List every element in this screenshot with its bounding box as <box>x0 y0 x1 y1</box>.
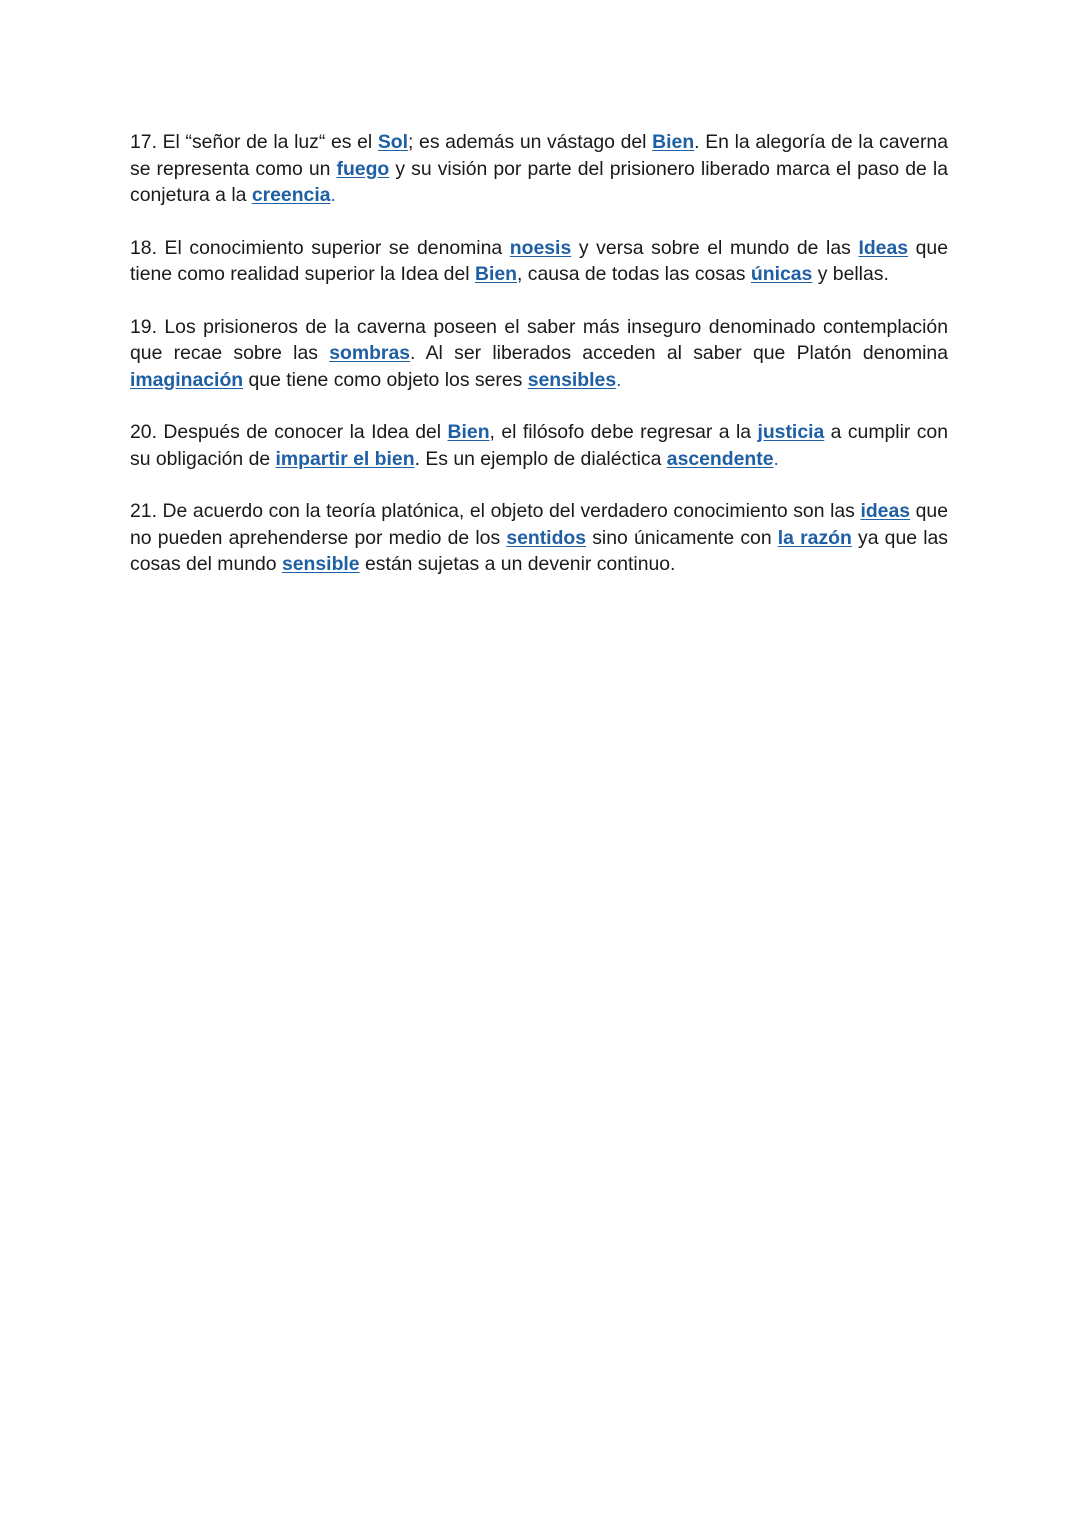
body-text: , causa de todas las cosas <box>516 263 751 285</box>
body-text: . Es un ejemplo de dialéctica <box>414 447 667 470</box>
answer-term: imaginación <box>130 368 244 391</box>
answer-term: Bien <box>474 263 517 285</box>
answer-term: justicia <box>757 421 825 443</box>
answer-term: ascendente <box>666 447 774 470</box>
body-text: 20. Después de conocer la Idea del <box>130 421 448 443</box>
body-text: 19. Los prisioneros de la caverna poseen el saber más inseguro denominado contemplación que recae sobre las <box>130 315 948 364</box>
answer-term: noesis <box>509 236 572 259</box>
paragraph-19 <box>130 314 948 394</box>
body-text: 18. El conocimiento superior se denomina <box>130 236 510 259</box>
body-text: que tiene como objeto los seres <box>243 368 528 391</box>
answer-term: ideas <box>860 500 911 522</box>
body-text: ; es además un vástago del <box>408 131 653 153</box>
paragraph-20 <box>130 419 948 472</box>
answer-term: sensibles <box>527 368 617 391</box>
body-text: sino únicamente con <box>586 526 778 549</box>
body-text: están sujetas a un devenir continuo. <box>359 553 676 575</box>
answer-term: sentidos <box>506 526 587 549</box>
body-text: , el filósofo debe regresar a la <box>489 421 758 443</box>
answer-term: Ideas <box>858 236 909 259</box>
paragraph-18 <box>130 235 948 288</box>
body-text: y versa sobre el mundo de las <box>571 236 859 259</box>
answer-term: sombras <box>329 342 411 364</box>
body-text: . En la alegoría de la caverna se representa como un <box>130 131 948 180</box>
body-text: a cumplir con su obligación de <box>130 421 948 470</box>
body-text: ya que las cosas del mundo <box>130 526 948 575</box>
body-text: que no pueden aprehenderse por medio de los <box>130 500 948 549</box>
body-text: y su visión por parte del prisionero liberado marca el paso de la conjetura a la <box>130 157 949 206</box>
paragraph-21 <box>130 498 948 578</box>
paragraph-17 <box>130 129 948 209</box>
answer-punctuation: . <box>616 368 622 391</box>
answer-term: Sol <box>377 131 409 153</box>
body-text: y bellas. <box>812 263 889 285</box>
answer-term: únicas <box>750 263 813 285</box>
answer-term: creencia <box>251 184 331 206</box>
answer-punctuation: . <box>773 447 779 470</box>
answer-punctuation: . <box>330 184 336 206</box>
body-text: 21. De acuerdo con la teoría platónica, el objeto del verdadero conocimiento son las <box>130 500 861 522</box>
answer-term: impartir el bien <box>275 447 415 470</box>
answer-term: Bien <box>652 131 695 153</box>
answer-term: fuego <box>336 157 390 180</box>
body-text: que tiene como realidad superior la Idea del <box>130 236 948 285</box>
answer-term: la razón <box>777 526 852 549</box>
answer-term: Bien <box>447 421 490 443</box>
answer-term: sensible <box>281 553 360 575</box>
document-page <box>130 129 948 604</box>
body-text: . Al ser liberados acceden al saber que Platón denomina <box>410 342 948 364</box>
body-text: 17. El “señor de la luz“ es el <box>130 131 378 153</box>
